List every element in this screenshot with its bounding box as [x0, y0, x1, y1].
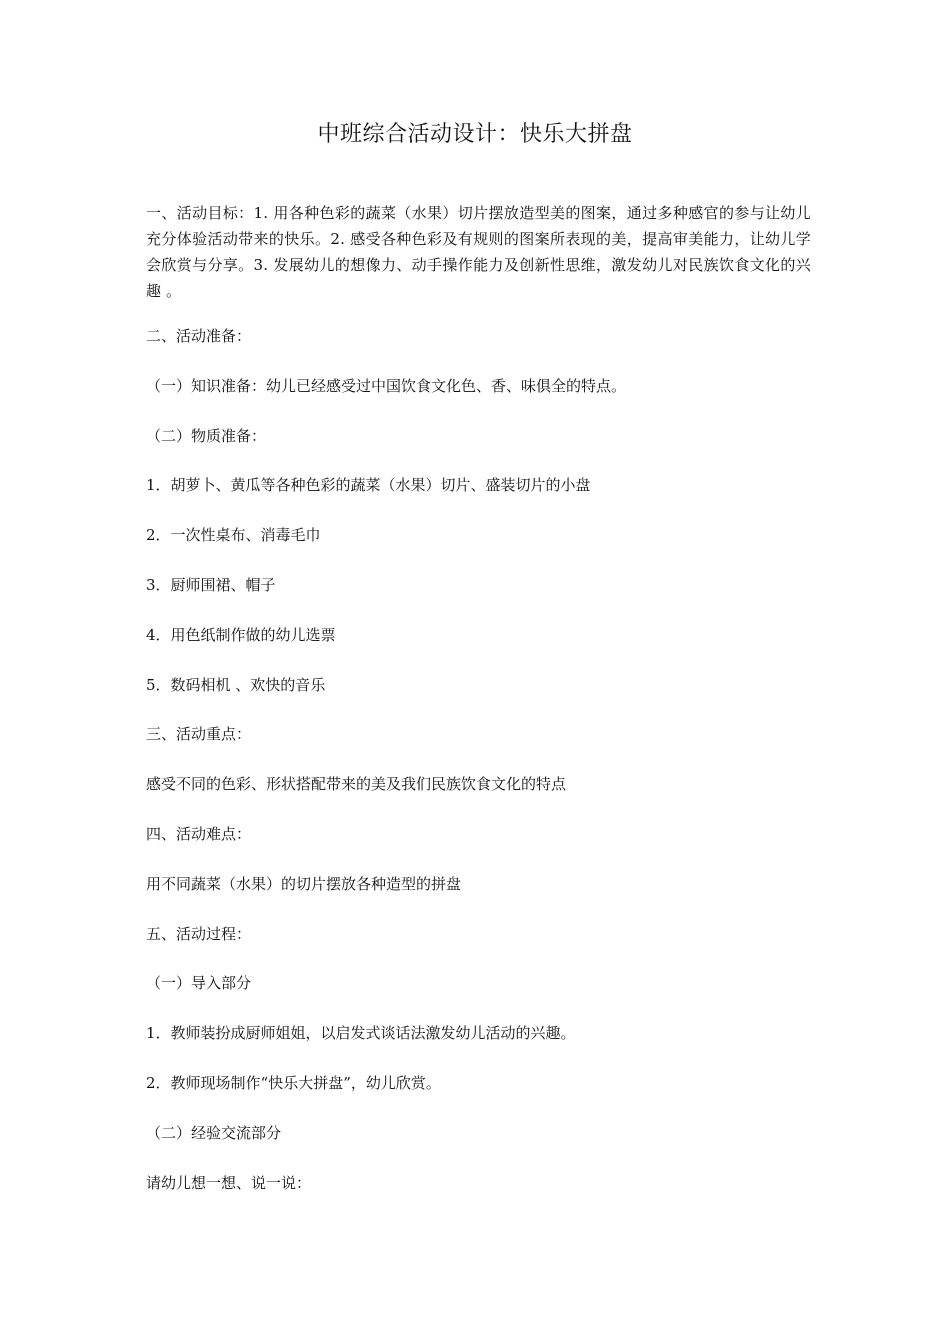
process-exchange-heading: （二）经验交流部分 — [146, 1124, 282, 1142]
section-heading-preparation: 二、活动准备： — [146, 327, 252, 345]
difficulty-text: 用不同蔬菜（水果）的切片摆放各种造型的拼盘 — [146, 875, 462, 893]
material-item-5: 5．数码相机 、欢快的音乐 — [146, 676, 326, 694]
process-intro-heading: （一）导入部分 — [146, 974, 252, 992]
section-heading-process: 五、活动过程： — [146, 925, 252, 943]
material-item-4: 4．用色纸制作做的幼儿选票 — [146, 626, 336, 644]
process-intro-item-1: 1．教师装扮成厨师姐姐，以启发式谈话法激发幼儿活动的兴趣。 — [146, 1024, 576, 1042]
objectives-paragraph: 一、活动目标：1. 用各种色彩的蔬菜（水果）切片摆放造型美的图案，通过多种感官的参与让幼儿充分体验活动带来的快乐。2. 感受各种色彩及有规则的图案所表现的美，提高审美能力，让幼儿学会欣赏与分享。3. 发展幼儿的想像力、动手操作能力及创新性思维，激发幼儿对民族饮食文化的兴趣 。 — [146, 204, 811, 300]
knowledge-preparation-line: （一）知识准备：幼儿已经感受过中国饮食文化色、香、味俱全的特点。 — [146, 377, 627, 395]
section-heading-difficulty: 四、活动难点： — [146, 825, 252, 843]
process-exchange-prompt: 请幼儿想一想、说一说： — [146, 1174, 312, 1192]
section-heading-key-point: 三、活动重点： — [146, 725, 252, 743]
material-item-2: 2．一次性桌布、消毒毛巾 — [146, 526, 321, 544]
material-item-1: 1．胡萝卜、黄瓜等各种色彩的蔬菜（水果）切片、盛装切片的小盘 — [146, 476, 591, 494]
material-item-3: 3．厨师围裙、帽子 — [146, 576, 276, 594]
key-point-text: 感受不同的色彩、形状搭配带来的美及我们民族饮食文化的特点 — [146, 775, 567, 793]
document-title: 中班综合活动设计：快乐大拼盘 — [317, 122, 633, 147]
process-intro-item-2: 2．教师现场制作“快乐大拼盘”，幼儿欣赏。 — [146, 1074, 441, 1092]
material-preparation-heading: （二）物质准备： — [146, 427, 267, 445]
